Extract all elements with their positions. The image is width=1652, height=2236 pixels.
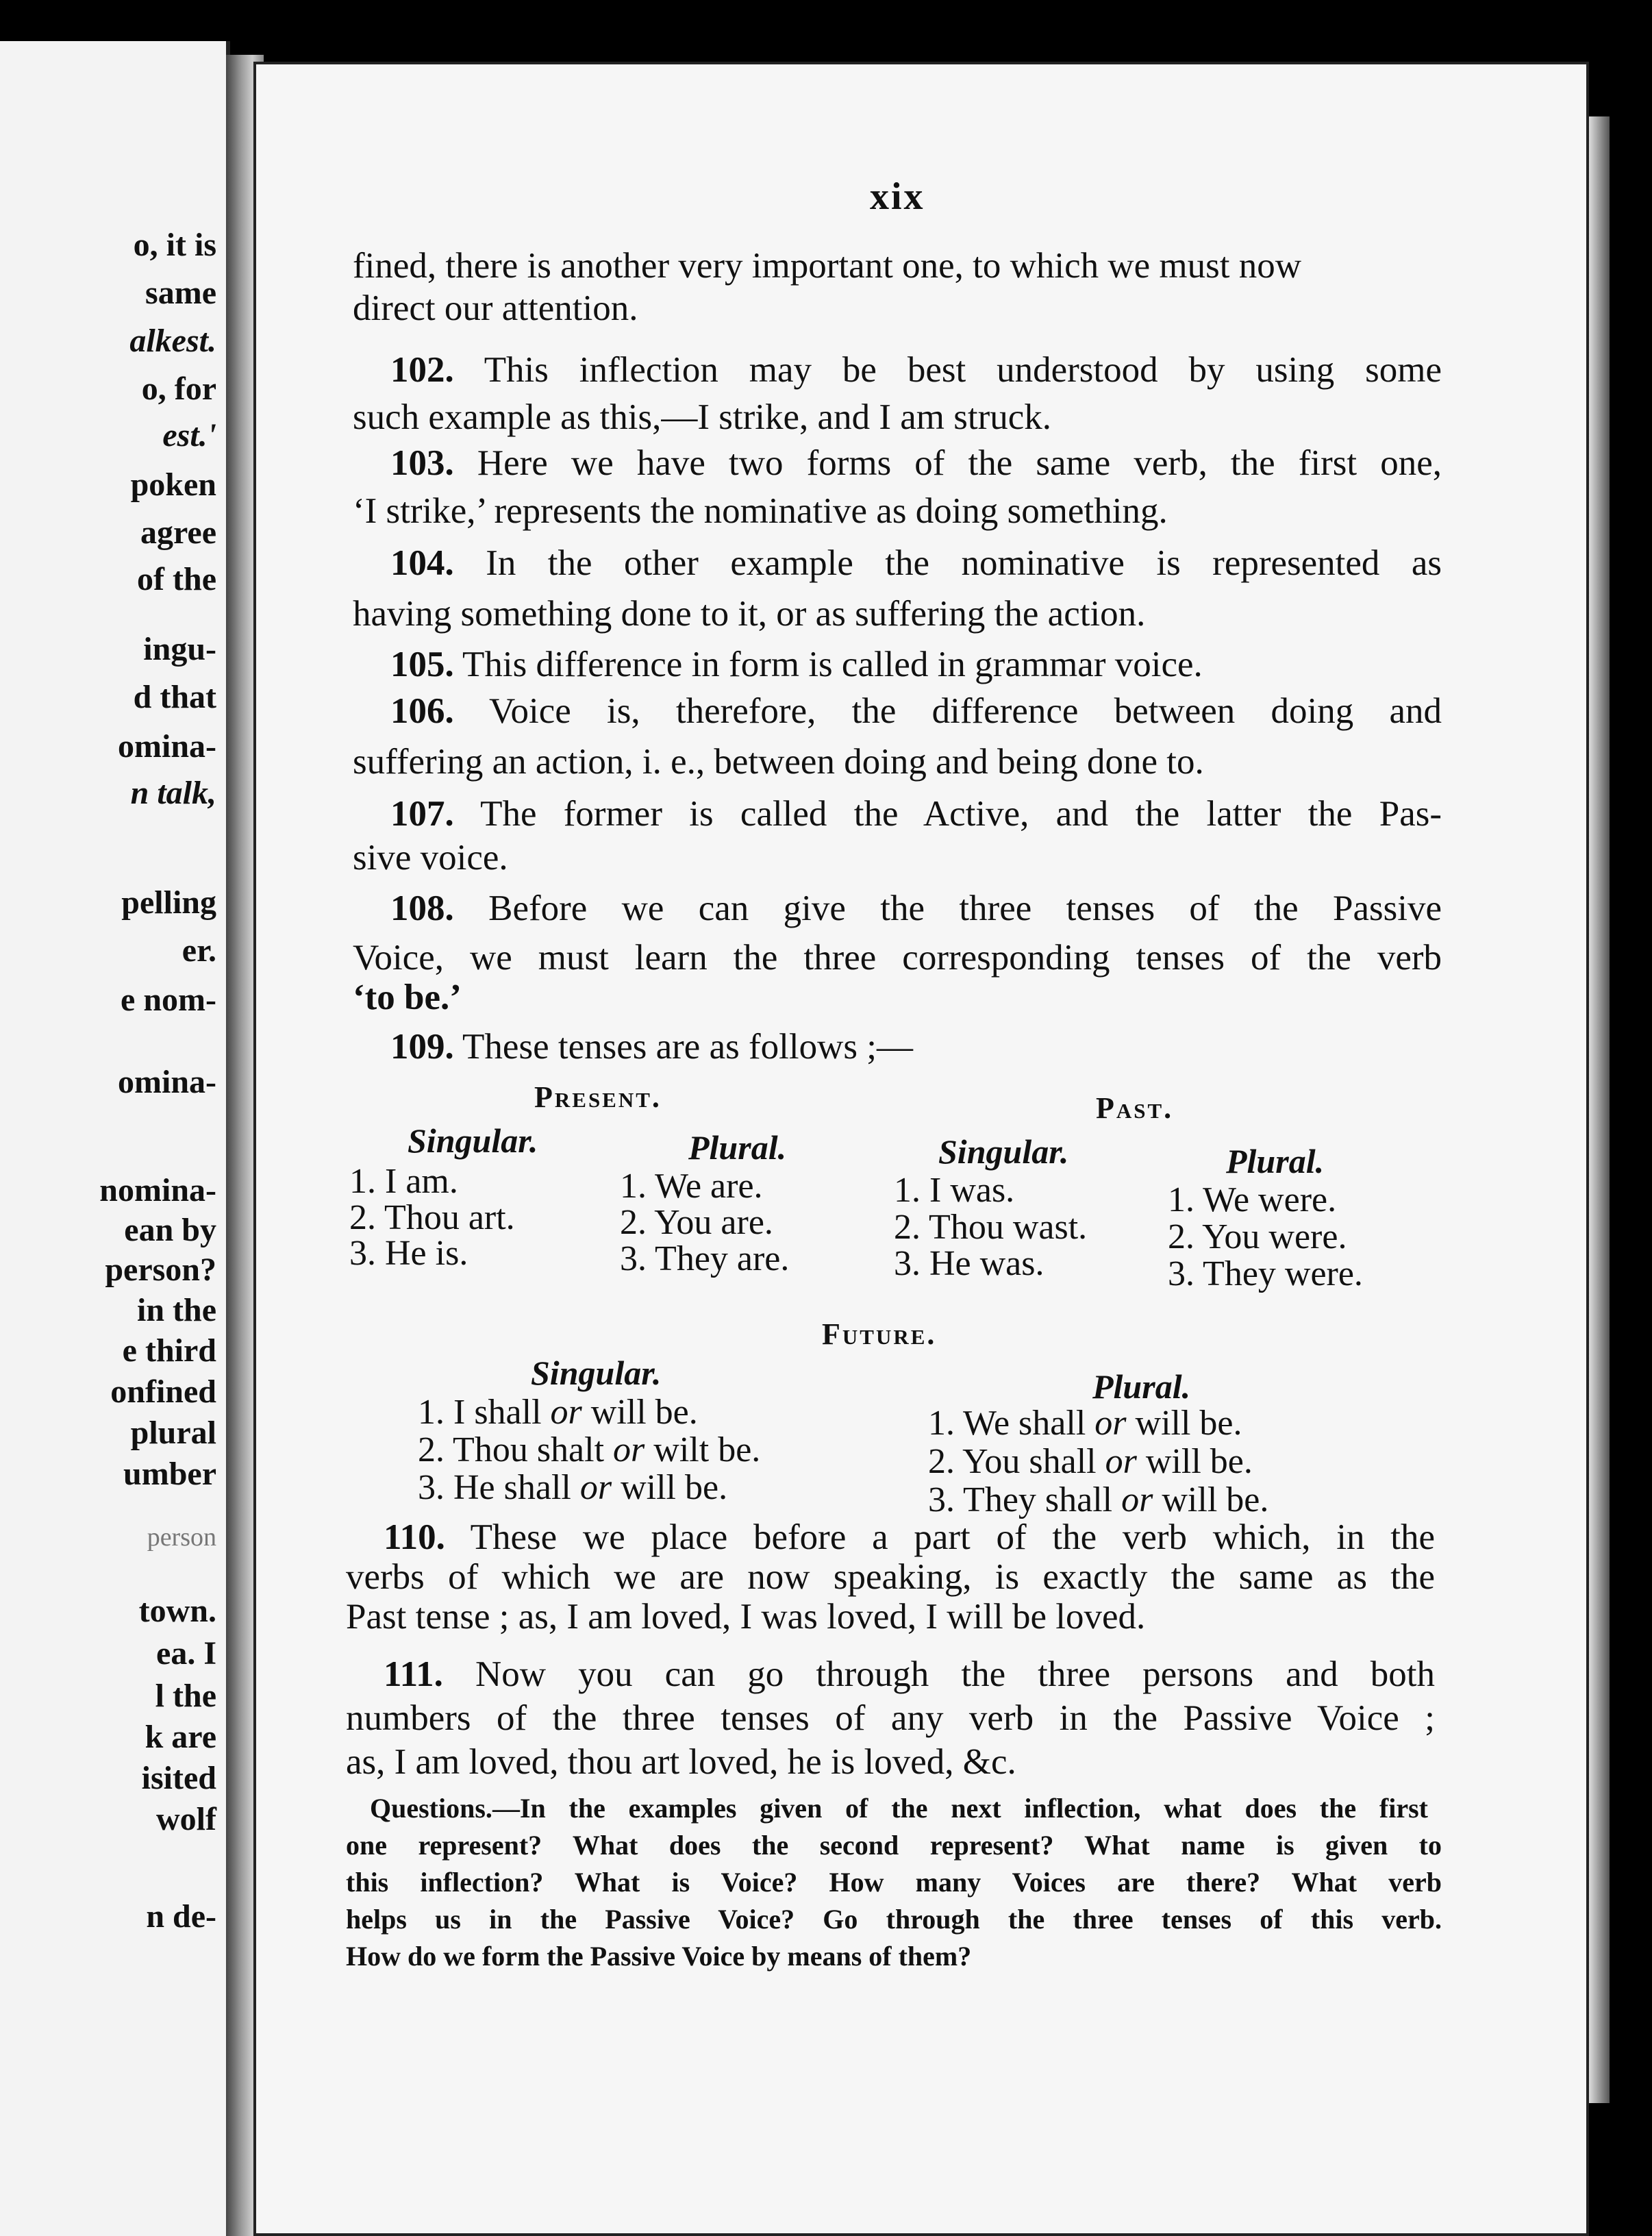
past-plural-2: 2. You were. <box>1168 1217 1347 1256</box>
text-line: such example as this,—I strike, and I am struck. <box>353 397 1051 437</box>
present-plural-2: 2. You are. <box>620 1203 773 1242</box>
left-page-line: ean by <box>124 1212 216 1248</box>
present-singular-label: Singular. <box>408 1121 538 1160</box>
left-page-line: of the <box>137 561 216 597</box>
questions-line: helps us in the Passive Voice? Go through the three tenses of this verb. <box>346 1904 1442 1935</box>
left-page-line: plural <box>130 1415 216 1451</box>
left-page-line: agree <box>140 514 216 551</box>
left-page-line: est.' <box>162 417 216 454</box>
future-plural-3: 3. They shall or will be. <box>928 1480 1269 1519</box>
left-page-line: d that <box>133 679 216 715</box>
paragraph-102: 102. This inflection may be best understood by using some <box>390 350 1442 390</box>
questions-line: one represent? What does the second represent? What name is given to <box>346 1830 1442 1861</box>
left-page-line: person <box>147 1523 216 1552</box>
future-singular-2: 2. Thou shalt or wilt be. <box>418 1430 761 1469</box>
paragraph-109: 109. These tenses are as follows ;— <box>390 1027 913 1067</box>
left-page-line: e nom- <box>121 982 216 1018</box>
left-page-line: n talk, <box>130 775 216 811</box>
present-heading: Present. <box>534 1080 662 1114</box>
page-edge-shadow <box>1589 116 1610 2103</box>
text-line: suffering an action, i. e., between doing and being done to. <box>353 742 1204 782</box>
future-plural-2: 2. You shall or will be. <box>928 1442 1253 1481</box>
paragraph-106: 106. Voice is, therefore, the difference between doing and <box>390 691 1442 731</box>
text-line: Past tense ; as, I am loved, I was loved, I will be loved. <box>346 1597 1146 1637</box>
text-line: ‘I strike,’ represents the nominative as doing something. <box>353 491 1168 531</box>
left-page-line: poken <box>130 467 216 503</box>
past-heading: Past. <box>1096 1091 1174 1125</box>
past-plural-label: Plural. <box>1226 1142 1325 1180</box>
past-singular-2: 2. Thou wast. <box>894 1208 1088 1247</box>
left-page-line: town. <box>138 1593 216 1629</box>
future-singular-1: 1. I shall or will be. <box>418 1393 698 1432</box>
text-line: numbers of the three tenses of any verb in the Passive Voice ; <box>346 1698 1435 1738</box>
left-page-line: o, for <box>141 371 216 407</box>
left-page-line: n de- <box>146 1898 216 1935</box>
left-page-line: isited <box>141 1760 216 1796</box>
paragraph-107: 107. The former is called the Active, and the latter the Pas- <box>390 794 1442 834</box>
paragraph-110: 110. These we place before a part of the verb which, in the <box>384 1517 1436 1557</box>
text-line: sive voice. <box>353 838 508 878</box>
questions-line: this inflection? What is Voice? How many Voices are there? What verb <box>346 1867 1442 1898</box>
paragraph-105: 105. This difference in form is called in grammar voice. <box>390 645 1203 684</box>
paragraph-104: 104. In the other example the nominative is represented as <box>390 543 1442 583</box>
present-singular-2: 2. Thou art. <box>349 1198 515 1237</box>
present-singular-3: 3. He is. <box>349 1234 468 1273</box>
left-page-line: onfined <box>110 1374 216 1410</box>
left-page-line: same <box>145 275 216 311</box>
questions-line: Questions.—In the examples given of the next inflection, what does the first <box>370 1793 1428 1824</box>
left-page-line: er. <box>182 932 216 969</box>
text-line: Voice, we must learn the three corresponding tenses of the verb <box>353 938 1442 978</box>
text-line: fined, there is another very important one, to which we must now <box>353 246 1302 286</box>
future-singular-label: Singular. <box>531 1354 662 1392</box>
paragraph-111: 111. Now you can go through the three persons and both <box>384 1654 1435 1694</box>
left-page-line: wolf <box>156 1801 216 1837</box>
left-page-line: pelling <box>121 884 216 921</box>
paragraph-108: 108. Before we can give the three tenses of the Passive <box>390 889 1442 928</box>
left-page-line: o, it is <box>133 227 216 263</box>
left-page-line: omina- <box>118 1064 216 1100</box>
left-page-line: ea. I <box>156 1635 216 1672</box>
left-page-fragment <box>0 41 230 2236</box>
future-singular-3: 3. He shall or will be. <box>418 1468 728 1507</box>
left-page-line: nomina- <box>99 1172 216 1208</box>
left-page-line: l the <box>155 1678 216 1714</box>
past-singular-label: Singular. <box>938 1132 1069 1171</box>
past-plural-3: 3. They were. <box>1168 1254 1363 1293</box>
present-plural-label: Plural. <box>688 1128 787 1167</box>
left-page-line: ingu- <box>143 631 216 667</box>
present-plural-1: 1. We are. <box>620 1167 763 1206</box>
present-plural-3: 3. They are. <box>620 1239 790 1278</box>
left-page-line: umber <box>123 1456 216 1492</box>
text-line: ‘to be.’ <box>353 978 462 1017</box>
future-plural-label: Plural. <box>1092 1367 1191 1406</box>
questions-line: How do we form the Passive Voice by means of them? <box>346 1941 972 1972</box>
past-singular-3: 3. He was. <box>894 1244 1044 1283</box>
left-page-line: omina- <box>118 728 216 765</box>
text-line: as, I am loved, thou art loved, he is loved, &c. <box>346 1742 1016 1782</box>
left-page-line: in the <box>136 1292 216 1328</box>
future-plural-1: 1. We shall or will be. <box>928 1404 1242 1443</box>
text-line: verbs of which we are now speaking, is exactly the same as the <box>346 1557 1435 1597</box>
text-line: direct our attention. <box>353 288 638 328</box>
paragraph-103: 103. Here we have two forms of the same verb, the first one, <box>390 443 1442 483</box>
left-page-line: alkest. <box>129 323 216 359</box>
past-singular-1: 1. I was. <box>894 1171 1015 1210</box>
left-page-line: person? <box>105 1252 216 1288</box>
left-page-line: k are <box>145 1719 216 1755</box>
text-line: having something done to it, or as suffering the action. <box>353 594 1146 634</box>
future-heading: Future. <box>822 1317 937 1351</box>
page-number: xix <box>870 175 925 218</box>
present-singular-1: 1. I am. <box>349 1162 458 1201</box>
left-page-line: e third <box>122 1332 216 1369</box>
past-plural-1: 1. We were. <box>1168 1180 1337 1219</box>
